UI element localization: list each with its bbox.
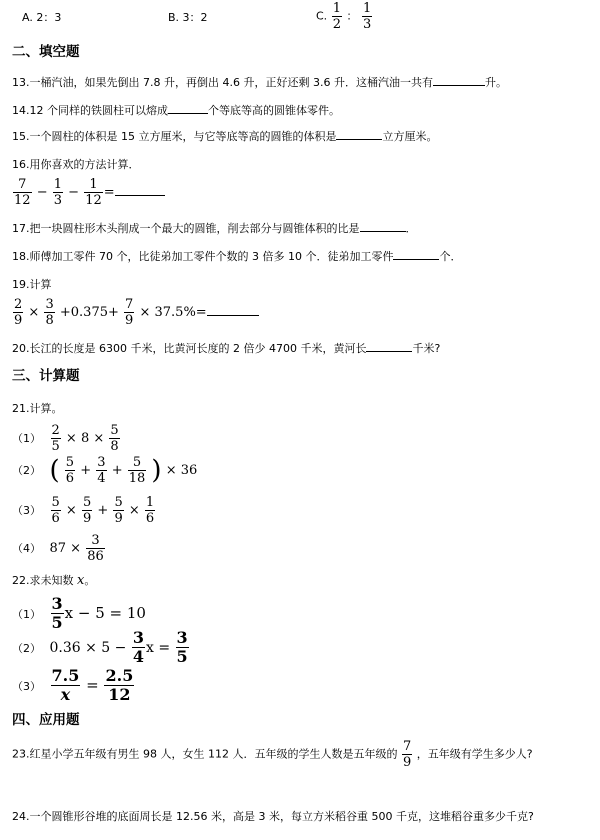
q15-text-end: 立方厘米。: [382, 130, 438, 143]
denominator: 5: [51, 613, 63, 632]
fraction: [113, 496, 123, 525]
fraction: [332, 2, 342, 31]
item-label: （1）: [12, 432, 41, 445]
numerator: 3: [45, 297, 54, 312]
fraction: [51, 496, 61, 525]
denominator: 9: [14, 313, 23, 328]
q18-text: 18.师傅加工零件 70 个，比徒弟加工零件个数的 3 倍多 10 个．徒弟加工零件: [12, 250, 394, 263]
denominator: 12: [108, 685, 131, 704]
times-sign: ×: [28, 305, 40, 320]
q15-text: 15.一个圆柱的体积是 15 立方厘米，与它等底等高的圆锥的体积是: [12, 130, 337, 143]
fraction: [53, 178, 63, 207]
question-17: [12, 220, 417, 236]
numerator: 5: [110, 423, 119, 438]
equals-sign: =: [103, 185, 115, 200]
denominator: 9: [402, 755, 412, 770]
numerator: 5: [65, 455, 75, 470]
denominator: 9: [114, 511, 123, 526]
denominator: 6: [51, 511, 60, 526]
numerator: 2: [51, 423, 60, 438]
item-label: （4）: [12, 542, 41, 555]
fraction: [82, 496, 92, 525]
fraction: [84, 178, 103, 207]
question-20: [12, 340, 440, 356]
fraction: [402, 740, 412, 769]
fraction: [176, 630, 189, 665]
question-23: [12, 740, 533, 769]
item-label: （3）: [12, 679, 41, 693]
answer-blank: [366, 341, 412, 352]
fraction: [132, 630, 145, 665]
denominator: 2: [332, 17, 341, 32]
denominator: 3: [53, 193, 63, 208]
q22-item-1: [12, 596, 146, 631]
option-a: A. 2：3: [22, 11, 62, 24]
q22-item-2: [12, 630, 190, 665]
item-label: （3）: [12, 504, 41, 517]
fraction: [51, 668, 81, 703]
denominator: 6: [145, 511, 155, 526]
q20-text: 20.长江的长度是 6300 千米，比黄河长度的 2 倍少 4700 千米，黄河长: [12, 342, 367, 355]
answer-blank: [168, 103, 208, 114]
numerator: 3: [51, 594, 63, 613]
fraction: [109, 424, 119, 453]
question-14: [12, 102, 340, 118]
question-19: 19.计算: [12, 278, 52, 291]
plus-sign: +: [80, 463, 92, 478]
question-22: [12, 572, 95, 588]
denominator: 4: [132, 647, 144, 666]
q19-tail: × 37.5%=: [139, 305, 207, 320]
denominator: 8: [110, 439, 119, 454]
q19-middle: +0.375+: [59, 305, 119, 320]
times-sign: ×: [65, 503, 77, 518]
denominator: 3: [362, 17, 372, 32]
fraction: [145, 496, 155, 525]
item-label: （2）: [12, 641, 41, 655]
denominator: 5: [176, 647, 188, 666]
numerator: 5: [114, 495, 123, 510]
numerator: 1: [53, 177, 63, 192]
fraction: [65, 456, 75, 485]
answer-blank: [433, 75, 485, 86]
numerator: 5: [51, 495, 60, 510]
denominator: 8: [45, 313, 54, 328]
minus-sign: −: [68, 185, 80, 200]
answer-blank: [360, 221, 406, 232]
fraction: [104, 668, 134, 703]
numerator: 3: [176, 628, 188, 647]
left-paren: (: [49, 455, 60, 486]
denominator: 9: [82, 511, 92, 526]
q17-text: 17.把一块圆柱形木头削成一个最大的圆锥，削去部分与圆锥体积的比是: [12, 222, 360, 235]
numerator: 2.5: [105, 666, 134, 685]
q21-1-middle: × 8 ×: [65, 431, 105, 446]
denominator: 5: [51, 439, 60, 454]
q14-text: 14.12 个同样的铁圆柱可以熔成: [12, 104, 168, 117]
q22-2-head: 0.36 × 5 −: [49, 639, 127, 656]
numerator: 2: [14, 297, 23, 312]
q19-expression: [12, 298, 259, 327]
q22-item-3: [12, 668, 135, 703]
section-heading-apply: 四、应用题: [12, 712, 80, 728]
fraction: [124, 298, 134, 327]
q16-expression: [12, 178, 165, 207]
numerator: 3: [86, 534, 105, 549]
q22-text: 22.求未知数: [12, 574, 74, 587]
fraction: [96, 456, 106, 485]
question-13: [12, 74, 507, 90]
denominator: 9: [125, 313, 134, 328]
question-15: [12, 128, 437, 144]
denominator: 4: [97, 471, 106, 486]
option-b: B. 3：2: [168, 11, 208, 24]
question-18: [12, 248, 461, 264]
fraction: [86, 534, 105, 563]
denominator: x: [60, 685, 71, 704]
answer-blank: [393, 249, 439, 260]
item-label: （1）: [12, 607, 41, 621]
q21-item-4: [12, 534, 106, 563]
option-c: [316, 2, 373, 31]
numerator: 3: [97, 455, 106, 470]
numerator: 3: [132, 628, 144, 647]
fraction: [13, 298, 23, 327]
q21-item-1: [12, 424, 121, 453]
times-sign: ×: [128, 503, 140, 518]
ratio-colon: ：: [346, 9, 358, 23]
question-16: 16.用你喜欢的方法计算．: [12, 158, 140, 171]
q18-text-end: 个．: [439, 250, 462, 263]
numerator: 5: [82, 495, 92, 510]
fraction: [51, 596, 64, 631]
denominator: 12: [85, 193, 102, 208]
q21-item-2: [12, 456, 197, 485]
fraction: [44, 298, 54, 327]
denominator: 18: [128, 471, 146, 486]
numerator: 1: [84, 178, 103, 193]
q13-text: 13.一桶汽油，如果先倒出 7.8 升，再倒出 4.6 升，正好还剩 3.6 升．这桶汽油一共有: [12, 76, 433, 89]
variable-x: x: [77, 573, 85, 588]
q22-end: 。: [84, 574, 96, 587]
item-label: （2）: [12, 464, 41, 477]
numerator: 1: [332, 1, 341, 16]
q22-1-tail: x − 5 = 10: [64, 603, 146, 622]
numerator: 5: [128, 456, 147, 471]
denominator: 86: [87, 549, 104, 564]
q23-text-end: ，五年级有学生多少人?: [416, 747, 533, 761]
numerator: 7.5: [51, 666, 80, 685]
numerator: 1: [145, 495, 155, 510]
question-24: 24.一个圆锥形谷堆的底面周长是 12.56 米，高是 3 米，每立方米稻谷重 500 千克，这堆稻谷重多少千克?: [12, 810, 534, 823]
fraction: [13, 178, 32, 207]
numerator: 7: [13, 178, 32, 193]
fraction: [51, 424, 61, 453]
numerator: 1: [362, 1, 372, 16]
q21-item-3: [12, 496, 156, 525]
plus-sign: +: [111, 463, 123, 478]
question-21: 21.计算。: [12, 402, 63, 415]
answer-blank: [336, 129, 382, 140]
denominator: 12: [14, 193, 31, 208]
answer-blank: [207, 305, 259, 316]
q17-text-end: ．: [405, 222, 417, 235]
section-heading-calc: 三、计算题: [12, 368, 80, 384]
option-c-label: C.: [316, 9, 328, 23]
denominator: 6: [65, 471, 75, 486]
q22-2-tail: x =: [145, 639, 171, 656]
equals-sign: =: [86, 675, 99, 694]
numerator: 7: [402, 739, 412, 754]
section-heading-fill: 二、填空题: [12, 44, 80, 60]
plus-sign: +: [97, 503, 109, 518]
fraction: [128, 456, 147, 485]
q14-text-end: 个等底等高的圆锥体零件。: [208, 104, 340, 117]
q21-2-tail: × 36: [165, 463, 198, 478]
answer-blank: [115, 185, 165, 196]
q21-4-head: 87 ×: [49, 541, 82, 556]
q23-text: 23.红星小学五年级有男生 98 人，女生 112 人．五年级的学生人数是五年级的: [12, 747, 398, 761]
q20-text-end: 千米?: [412, 342, 441, 355]
minus-sign: −: [36, 185, 48, 200]
right-paren: ): [151, 455, 162, 486]
numerator: 7: [125, 297, 134, 312]
q13-unit: 升。: [484, 76, 507, 89]
fraction: [362, 2, 372, 31]
